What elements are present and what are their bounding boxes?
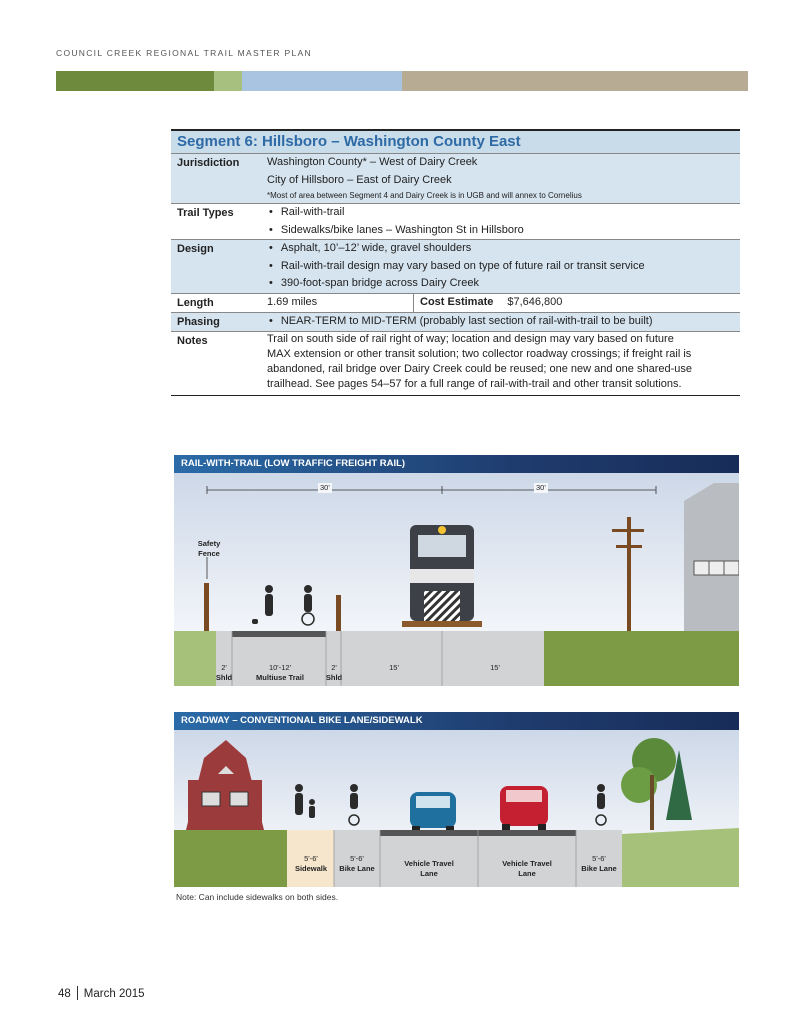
row-label: Design	[177, 243, 214, 255]
zone-vehicle-lane-right: Vehicle Travel Lane	[502, 859, 552, 878]
color-band-blue	[242, 71, 402, 91]
zone-shoulder-left: 2' Shld	[215, 663, 233, 682]
phasing-value: • NEAR-TERM to MID-TERM (probably last section of rail-with-trail to be built)	[267, 313, 736, 331]
grass-left	[174, 830, 287, 887]
footer	[58, 986, 145, 1000]
rail-cross-section-illustration	[174, 473, 739, 686]
safety-fence-label: Safety Fence	[197, 539, 221, 558]
zone-shoulder-right: 2' Shld	[325, 663, 343, 682]
figure-note: Note: Can include sidewalks on both sides.	[176, 892, 339, 902]
length-value: 1.69 miles	[267, 294, 414, 312]
notes-line: MAX extension or other transit solution; two collector roadway crossings; if freight rail is	[267, 347, 692, 360]
row-label: Trail Types	[177, 207, 234, 219]
length-row	[171, 293, 740, 312]
row-label: Length	[177, 296, 214, 309]
running-header: COUNCIL CREEK REGIONAL TRAIL MASTER PLAN	[56, 48, 312, 58]
footer-date: March 2015	[83, 988, 145, 1000]
building	[684, 483, 739, 631]
locomotive	[402, 525, 482, 627]
list-item: • Sidewalks/bike lanes – Washington St in Hillsboro	[267, 222, 736, 240]
cost-label: Cost Estimate	[420, 295, 494, 308]
grass-right	[622, 828, 739, 887]
dim-label-right: 30'	[536, 483, 546, 492]
figure-title: RAIL-WITH-TRAIL (LOW TRAFFIC FREIGHT RAIL)	[174, 455, 739, 473]
zone-multiuse-trail: 10'-12' Multiuse Trail	[256, 663, 304, 682]
jurisdiction-line: Washington County* – West of Dairy Creek	[267, 156, 478, 168]
notes-line: abandoned, rail bridge over Dairy Creek could be reused; one new and one shared-use	[267, 362, 692, 375]
jurisdiction-row	[171, 153, 740, 203]
trail-types-row	[171, 203, 740, 239]
safety-fence-post	[204, 583, 209, 631]
jurisdiction-footnote: *Most of area between Segment 4 and Dairy Creek is in UGB and will annex to Cornelius	[267, 191, 582, 200]
notes-line: Trail on south side of rail right of way; location and design may vary based on future	[267, 332, 674, 345]
design-row	[171, 239, 740, 293]
list-item: • Rail-with-trail	[267, 204, 736, 222]
grass-right	[544, 631, 739, 686]
color-band-green	[56, 71, 214, 91]
segment-title: Segment 6: Hillsboro – Washington County East	[171, 131, 740, 153]
figure-title: ROADWAY – CONVENTIONAL BIKE LANE/SIDEWALK	[174, 712, 739, 730]
zone-sidewalk: 5'-6' Sidewalk	[294, 854, 328, 873]
grass-left	[174, 631, 216, 686]
list-item: • Asphalt, 10’–12’ wide, gravel shoulders	[267, 240, 736, 258]
rail-with-trail-figure	[174, 455, 739, 686]
cost-value: $7,646,800	[507, 295, 563, 308]
phasing-row	[171, 312, 740, 331]
fence-post	[336, 595, 341, 631]
list-item: • 390-foot-span bridge across Dairy Creek	[267, 275, 736, 293]
color-band-lightgreen	[214, 71, 242, 91]
row-label: Jurisdiction	[177, 157, 240, 169]
segment-table	[171, 129, 740, 396]
red-car	[500, 786, 548, 830]
blue-car	[410, 792, 456, 832]
notes-row	[171, 331, 740, 395]
zone-bike-lane-right: 5'-6' Bike Lane	[581, 854, 617, 873]
jurisdiction-line: City of Hillsboro – East of Dairy Creek	[267, 173, 452, 186]
notes-line: trailhead. See pages 54–57 for a full range of rail-with-trail and other transit solutions.	[267, 377, 682, 390]
row-label: Notes	[177, 334, 208, 347]
footer-divider	[77, 986, 78, 1000]
trail-surface	[232, 631, 326, 637]
color-band-tan	[402, 71, 748, 91]
zone-bike-lane-left: 5'-6' Bike Lane	[339, 854, 375, 873]
zone-vehicle-lane-left: Vehicle Travel Lane	[404, 859, 454, 878]
roadway-figure	[174, 712, 739, 887]
page-number: 48	[58, 988, 71, 1000]
dim-label-left: 30'	[320, 483, 330, 492]
row-label: Phasing	[177, 315, 220, 328]
zone-rail-15-left: 15'	[389, 663, 399, 672]
list-item: • Rail-with-trail design may vary based on type of future rail or transit service	[267, 258, 736, 276]
zone-rail-15-right: 15'	[490, 663, 500, 672]
